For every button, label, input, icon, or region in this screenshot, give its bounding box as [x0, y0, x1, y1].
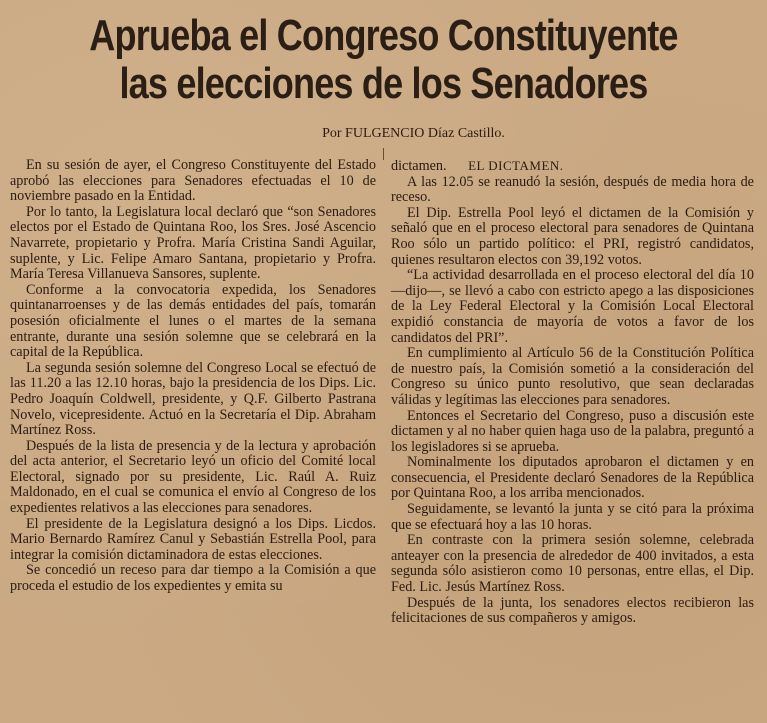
section-subhead: EL DICTAMEN. — [468, 158, 564, 173]
carry-over-text: dictamen. — [391, 158, 447, 174]
paragraph: A las 12.05 se reanudó la sesión, después de media hora de receso. — [391, 173, 754, 206]
column-divider — [383, 148, 384, 160]
headline-line-1: Aprueba el Congreso Constituyente — [89, 11, 678, 60]
column-left — [10, 158, 376, 595]
paragraph: “La actividad desarrollada en el proceso electoral del día 10 —dijo—, se llevó a cabo con estricto apego a las disposiciones de la Ley Federal Electoral y la Comisión Local Electoral expidió constancia de mayoría de votos a favor de los candidatos del PRI”. — [391, 267, 754, 346]
paragraph: Conforme a la convocatoria expedida, los Senadores quintanarroenses y de las demás entidades del país, tomarán posesión oficialmente el lunes o el martes de la semana entrante, durante una sesión solemne que se celebrará en la capital de la República. — [10, 281, 376, 361]
paragraph: Seguidamente, se levantó la junta y se citó para la próxima que se efectuará hoy a las 10 horas. — [391, 501, 754, 533]
paragraph: Nominalmente los diputados aprobaron el dictamen y en consecuencia, el Presidente declaró Senadores de la República por Quintana Roo, a los arriba mencionados. — [391, 454, 754, 502]
paragraph: En cumplimiento al Artículo 56 de la Constitución Política de nuestro país, la Comisión sometió a la consideración del Congreso su único punto resolutivo, que sean declaradas válidas y legítimas las elecciones para senadores. — [391, 345, 754, 408]
paragraph: La segunda sesión solemne del Congreso Local se efectuó de las 11.20 a las 12.10 horas, bajo la presidencia de los Dips. Lic. Pedro Joaquín Coldwell, presidente, y Q.F. Gilberto Pastrana Novelo, vicepresidente. Actuó en la Secretaría el Dip. Abraham Martínez Ross. — [10, 359, 376, 439]
paragraph: En contraste con la primera sesión solemne, celebrada anteayer con la presencia de alrededor de 400 invitados, a esta segunda sólo asistieron como 10 personas, entre ellas, el Dip. Fed. Lic. Jesús Martínez Ross. — [391, 532, 754, 596]
paragraph: El Dip. Estrella Pool leyó el dictamen de la Comisión y señaló que en el proceso electoral para senadores de Quintana Roo sólo un partido político: el PRI, registró candidatos, quienes resultaron electos con 39,192 votos. — [391, 204, 754, 268]
paragraph: Entonces el Secretario del Congreso, puso a discusión este dictamen y al no haber quien haga uso de la palabra, preguntó a los legisladores si se aprueba. — [391, 407, 754, 455]
paragraph: Después de la junta, los senadores electos recibieron las felicitaciones de sus compañeros y amigos. — [391, 594, 754, 627]
carry-over-paragraph — [391, 158, 754, 175]
column-right — [391, 158, 754, 627]
paragraph: Después de la lista de presencia y de la lectura y aprobación del acta anterior, el Secretario leyó un oficio del Comité local Electoral, signado por su presidente, Lic. Raúl A. Ruiz Maldonado, en el cual se comunica el envío al Congreso de los expedientes relativos a las elecciones para senadores. — [10, 437, 376, 517]
paragraph: El presidente de la Legislatura designó a los Dips. Licdos. Mario Bernardo Ramírez Canul y Sebastián Estrella Pool, para integrar la comisión dictaminadora de estas elecciones. — [10, 515, 376, 563]
paragraph: En su sesión de ayer, el Congreso Constituyente del Estado aprobó las elecciones para Senadores efectuadas el 10 de noviembre pasado en la Entidad. — [10, 157, 376, 205]
headline — [0, 12, 767, 108]
headline-line-2: las elecciones de los Senadores — [119, 59, 648, 108]
paragraph: Por lo tanto, la Legislatura local declaró que “son Senadores electos por el Estado de Quintana Roo, los Sres. José Ascencio Navarrete, propietario y Profra. María Cristina Sandi Aguilar, suplente, y Lic. Felipe Amaro Santana, propietario y Profra. María Teresa Villanueva Sansores, suplente. — [10, 203, 376, 283]
paragraph: Se concedió un receso para dar tiempo a la Comisión a que proceda el estudio de los expedientes y emita su — [10, 562, 376, 595]
byline: Por FULGENCIO Díaz Castillo. — [322, 126, 505, 141]
